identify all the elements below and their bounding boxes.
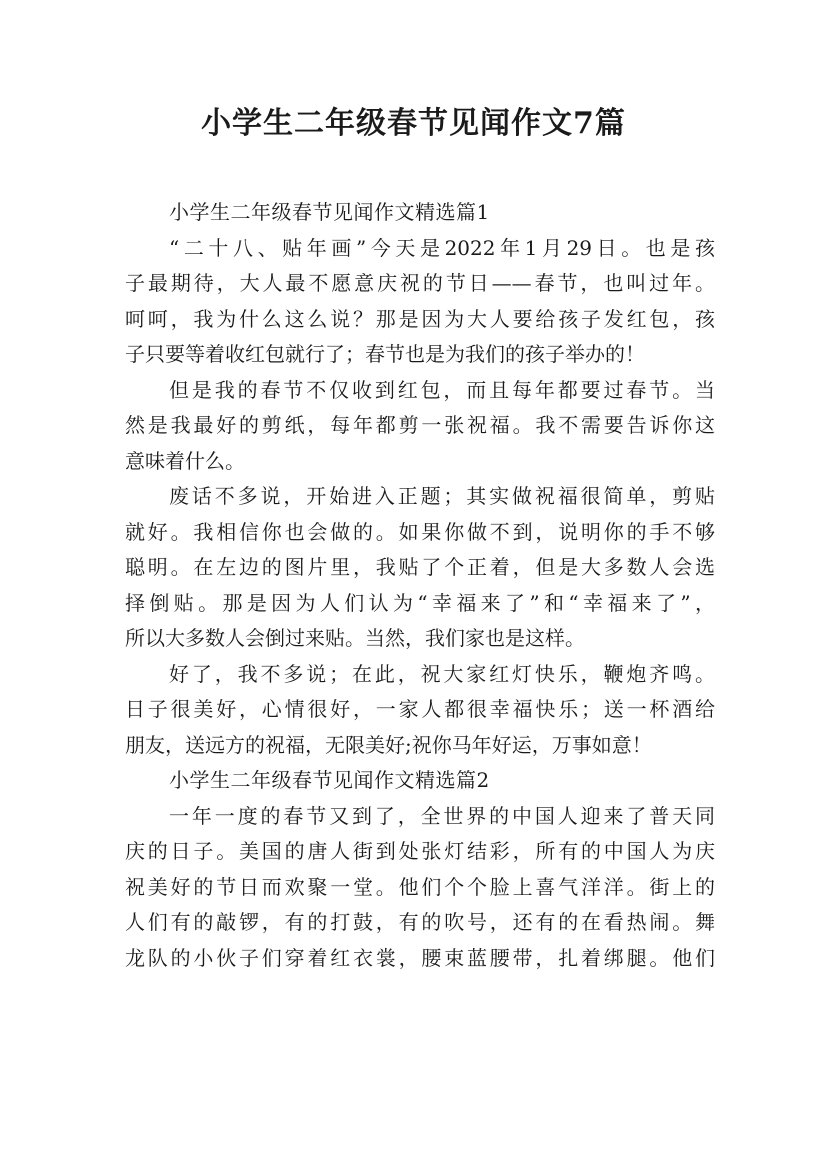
text-line: 子最期待，大人最不愿意庆祝的节日——春节，也叫过年。 xyxy=(125,271,715,295)
text-line: 所以大多数人会倒过来贴。当然，我们家也是这样。 xyxy=(125,626,585,650)
text-line: “二十八、贴年画”今天是2022年1月29日。也是孩 xyxy=(169,235,715,260)
text-line: 聪明。在左边的图片里，我贴了个正着，但是大多数人会选 xyxy=(125,555,715,579)
document-title: 小学生二年级春节见闻作文7篇 xyxy=(201,106,626,141)
text-line: 呵呵，我为什么这么说？那是因为大人要给孩子发红包，孩 xyxy=(125,306,715,331)
text-line: 庆的日子。美国的唐人街到处张灯结彩，所有的中国人为庆 xyxy=(125,839,715,863)
text-line: 子只要等着收红包就行了；春节也是为我们的孩子举办的！ xyxy=(125,342,645,366)
document-body xyxy=(125,195,715,976)
text-line: 废话不多说，开始进入正题；其实做祝福很简单，剪贴 xyxy=(169,484,715,508)
text-line: 朋友，送远方的祝福，无限美好;祝你马年好运，万事如意！ xyxy=(125,732,652,757)
text-line: 就好。我相信你也会做的。如果你做不到，说明你的手不够 xyxy=(125,519,715,544)
text-line: 择倒贴。那是因为人们认为“幸福来了”和“幸福来了”， xyxy=(125,590,715,615)
section-heading: 小学生二年级春节见闻作文精选篇1 xyxy=(169,200,490,224)
section-heading: 小学生二年级春节见闻作文精选篇2 xyxy=(169,768,490,792)
text-line: 一年一度的春节又到了，全世界的中国人迎来了普天同 xyxy=(169,803,715,828)
text-line: 人们有的敲锣，有的打鼓，有的吹号，还有的在看热闹。舞 xyxy=(125,910,715,934)
text-line: 然是我最好的剪纸，每年都剪一张祝福。我不需要告诉你这 xyxy=(125,413,715,437)
text-line: 好了，我不多说；在此，祝大家红灯快乐，鞭炮齐鸣。 xyxy=(169,661,715,686)
text-line: 意味着什么。 xyxy=(125,448,245,473)
text-line: 但是我的春节不仅收到红包，而且每年都要过春节。当 xyxy=(169,377,715,402)
text-line: 龙队的小伙子们穿着红衣裳，腰束蓝腰带，扎着绑腿。他们 xyxy=(125,945,715,970)
text-line: 祝美好的节日而欢聚一堂。他们个个脸上喜气洋洋。街上的 xyxy=(125,874,715,899)
text-line: 日子很美好，心情很好，一家人都很幸福快乐；送一杯酒给 xyxy=(125,697,715,721)
